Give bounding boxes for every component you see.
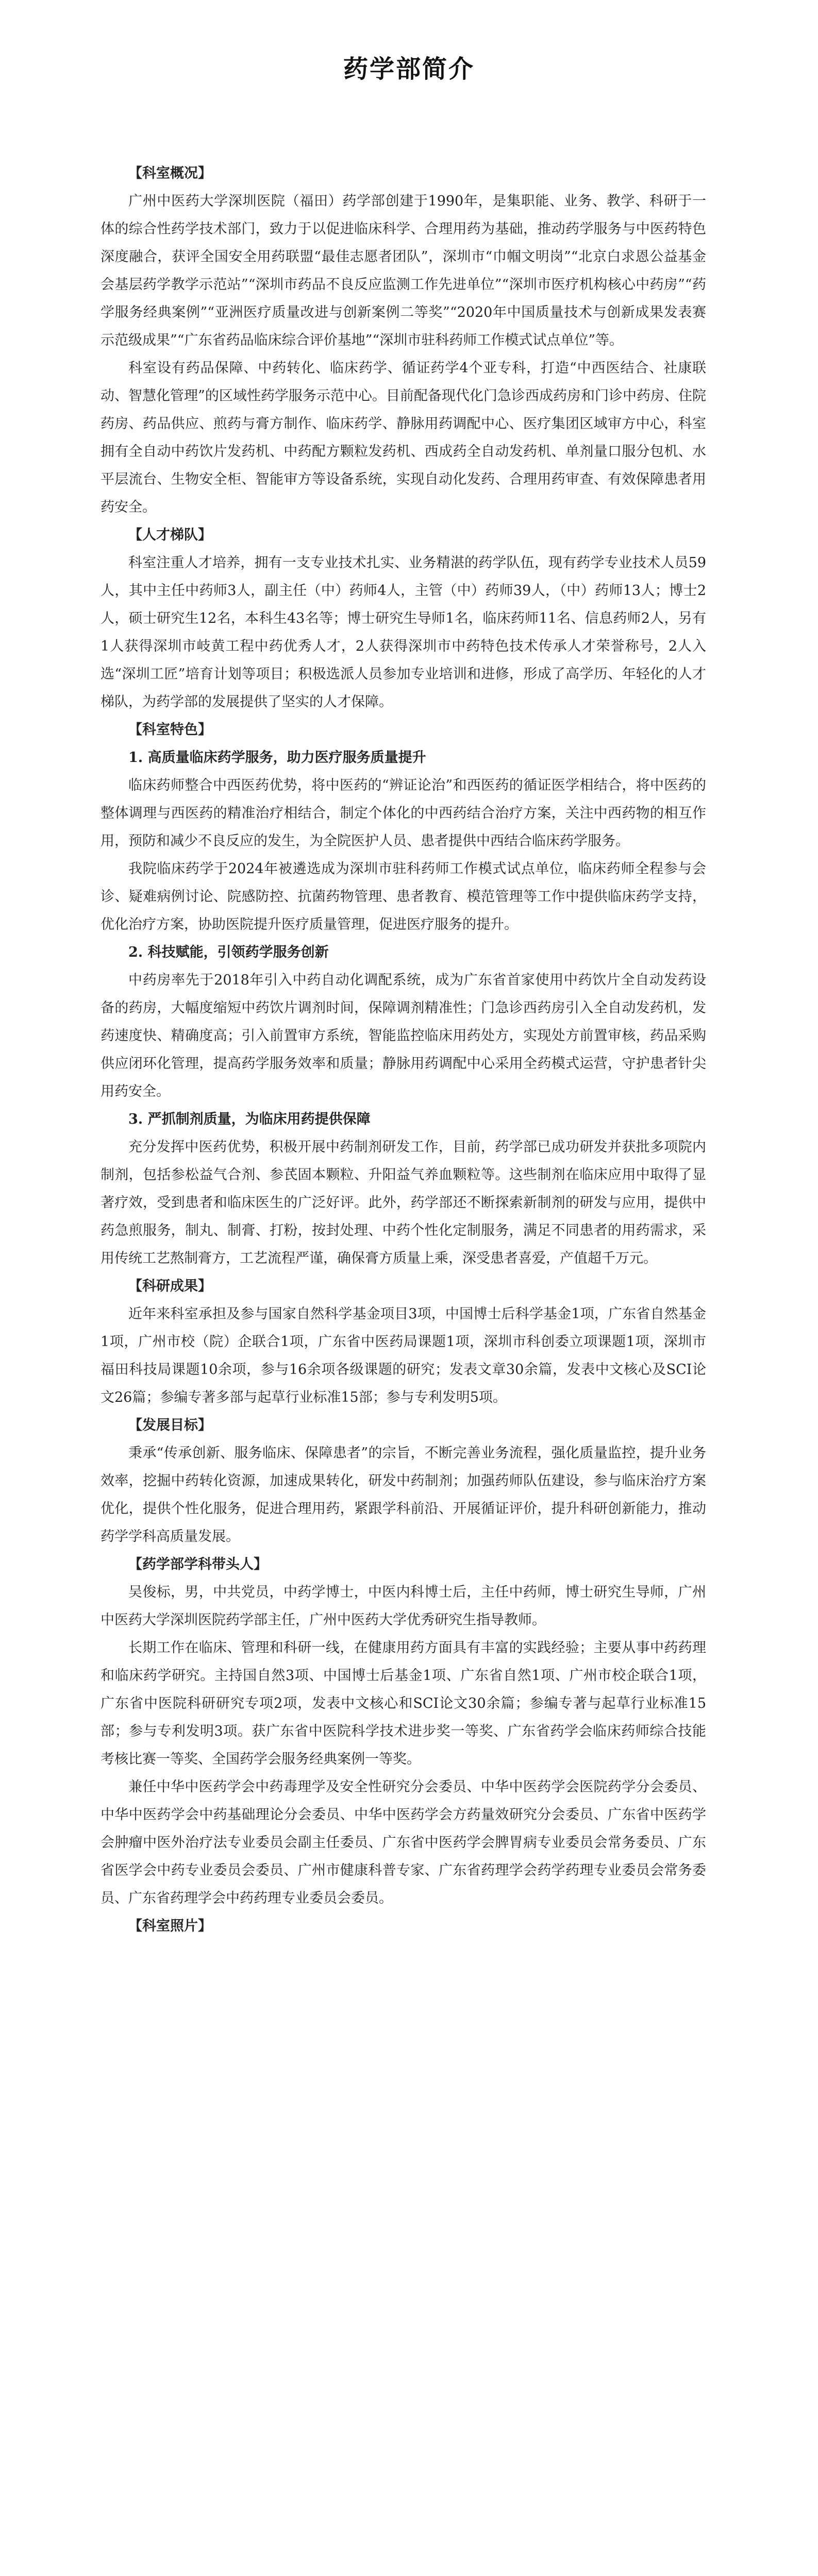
section-heading-research: 【科研成果】 — [128, 1278, 212, 1294]
section-heading-photo: 【科室照片】 — [128, 1918, 212, 1934]
leader-paragraph-3: 兼任中华中医药学会中药毒理学及安全性研究分会委员、中华中医药学会医院药学分会委员、中华中医药学会中药基础理论分会委员、中华中医药学会方药量效研究分会委员、广东省中医药学会肿瘤中医外治疗法专业委员会副主任委员、广东省中医药学会脾胃病专业委员会常务委员、广东省医学会中药专业委员会委员、广州市健康科普专家、广东省药理学会药学药理专业委员会常务委员、广东省药理学会中药药理专业委员会委员。 — [101, 1779, 706, 1906]
feature-subheading-2: 2. 科技赋能，引领药学服务创新 — [128, 944, 329, 960]
feature-subheading-1: 1. 高质量临床药学服务，助力医疗服务质量提升 — [128, 750, 426, 766]
leader-paragraph-2: 长期工作在临床、管理和科研一线，在健康用药方面具有丰富的实践经验；主要从事中药药理和临床药学研究。主持国自然3项、中国博士后基金1项、广东省自然1项、广州市校企联合1项，广东省中医院科研研究专项2项，发表中文核心和SCI论文30余篇；参编专著与起草行业标准15部；参与专利发明3项。获广东省中医院科学技术进步奖一等奖、广东省药学会临床药师综合技能考核比赛一等奖、全国药学会服务经典案例一等奖。 — [101, 1640, 706, 1767]
section-heading-goals: 【发展目标】 — [128, 1417, 212, 1433]
feature-1-paragraph-1: 临床药师整合中西医药优势，将中医药的“辨证论治”和西医药的循证医学相结合，将中医药的整体调理与西医药的精准治疗相结合，制定个体化的中西药结合治疗方案，关注中西药物的相互作用，预防和减少不良反应的发生，为全院医护人员、患者提供中西结合临床药学服务。 — [101, 777, 706, 849]
section-heading-features: 【科室特色】 — [128, 722, 212, 738]
article-body — [101, 160, 706, 1940]
page-title: 药学部简介 — [343, 55, 475, 83]
section-heading-overview: 【科室概况】 — [128, 165, 212, 181]
feature-subheading-3: 3. 严抓制剂质量，为临床用药提供保障 — [128, 1111, 371, 1127]
section-heading-leader: 【药学部学科带头人】 — [128, 1556, 268, 1572]
feature-1-paragraph-2: 我院临床药学于2024年被遴选成为深圳市驻科药师工作模式试点单位，临床药师全程参与会诊、疑难病例讨论、院感防控、抗菌药物管理、患者教育、模范管理等工作中提供临床药学支持，优化治疗方案，协助医院提升医疗质量管理，促进医疗服务的提升。 — [101, 861, 706, 933]
section-heading-talent: 【人才梯队】 — [128, 527, 212, 543]
feature-2-paragraph-1: 中药房率先于2018年引入中药自动化调配系统，成为广东省首家使用中药饮片全自动发药设备的药房，大幅度缩短中药饮片调剂时间，保障调剂精准性；门急诊西药房引入全自动发药机，发药速度快、精确度高；引入前置审方系统，智能监控临床用药处方，实现处方前置审核，药品采购供应闭环化管理，提高药学服务效率和质量；静脉用药调配中心采用全药模式运营，守护患者针尖用药安全。 — [101, 972, 706, 1099]
talent-paragraph-1: 科室注重人才培养，拥有一支专业技术扎实、业务精湛的药学队伍，现有药学专业技术人员59人，其中主任中药师3人，副主任（中）药师4人，主管（中）药师39人，（中）药师13人；博士2人，硕士研究生12名，本科生43名等；博士研究生导师1名，临床药师11名、信息药师2人，另有1人获得深圳市岐黄工程中药优秀人才，2人获得深圳市中药特色技术传承人才荣誉称号，2人入选“深圳工匠”培育计划等项目；积极选派人员参加专业培训和进修，形成了高学历、年轻化的人才梯队，为药学部的发展提供了坚实的人才保障。 — [101, 555, 706, 710]
overview-paragraph-1: 广州中医药大学深圳医院（福田）药学部创建于1990年，是集职能、业务、教学、科研于一体的综合性药学技术部门，致力于以促进临床科学、合理用药为基础，推动药学服务与中医药特色深度融合，获评全国安全用药联盟“最佳志愿者团队”，深圳市“巾帼文明岗”“北京白求恩公益基金会基层药学教学示范站”“深圳市药品不良反应监测工作先进单位”“深圳市医疗机构核心中药房”“药学服务经典案例”“亚洲医疗质量改进与创新案例二等奖”“2020年中国质量技术与创新成果发表赛示范级成果”“广东省药品临床综合评价基地”“深圳市驻科药师工作模式试点单位”等。 — [101, 193, 706, 348]
leader-paragraph-1: 吴俊标，男，中共党员，中药学博士，中医内科博士后，主任中药师，博士研究生导师，广州中医药大学深圳医院药学部主任，广州中医药大学优秀研究生指导教师。 — [101, 1584, 706, 1628]
feature-3-paragraph-1: 充分发挥中医药优势，积极开展中药制剂研发工作，目前，药学部已成功研发并获批多项院内制剂，包括参松益气合剂、参芪固本颗粒、升阳益气养血颗粒等。这些制剂在临床应用中取得了显著疗效，受到患者和临床医生的广泛好评。此外，药学部还不断探索新制剂的研发与应用，提供中药急煎服务，制丸、制膏、打粉，按封处理、中药个性化定制服务，满足不同患者的用药需求，采用传统工艺熬制膏方，工艺流程严谨，确保膏方质量上乘，深受患者喜爱，产值超千万元。 — [101, 1139, 706, 1266]
goals-paragraph-1: 秉承“传承创新、服务临床、保障患者”的宗旨，不断完善业务流程，强化质量监控，提升业务效率，挖掘中药转化资源，加速成果转化，研发中药制剂；加强药师队伍建设，参与临床治疗方案优化，提供个性化服务，促进合理用药，紧跟学科前沿、开展循证评价，提升科研创新能力，推动药学学科高质量发展。 — [101, 1445, 706, 1545]
research-paragraph-1: 近年来科室承担及参与国家自然科学基金项目3项，中国博士后科学基金1项，广东省自然基金1项，广州市校（院）企联合1项，广东省中医药局课题1项，深圳市科创委立项课题1项，深圳市福田科技局课题10余项，参与16余项各级课题的研究；发表文章30余篇，发表中文核心及SCI论文26篇；参编专著多部与起草行业标准15部；参与专利发明5项。 — [101, 1306, 706, 1405]
overview-paragraph-2: 科室设有药品保障、中药转化、临床药学、循证药学4个亚专科，打造“中西医结合、社康联动、智慧化管理”的区域性药学服务示范中心。目前配备现代化门急诊西成药房和门诊中药房、住院药房、药品供应、煎药与膏方制作、临床药学、静脉用药调配中心、医疗集团区域审方中心，科室拥有全自动中药饮片发药机、中药配方颗粒发药机、西成药全自动发药机、单剂量口服分包机、水平层流台、生物安全柜、智能审方等设备系统，实现自动化发药、合理用药审查、有效保障患者用药安全。 — [101, 360, 706, 515]
